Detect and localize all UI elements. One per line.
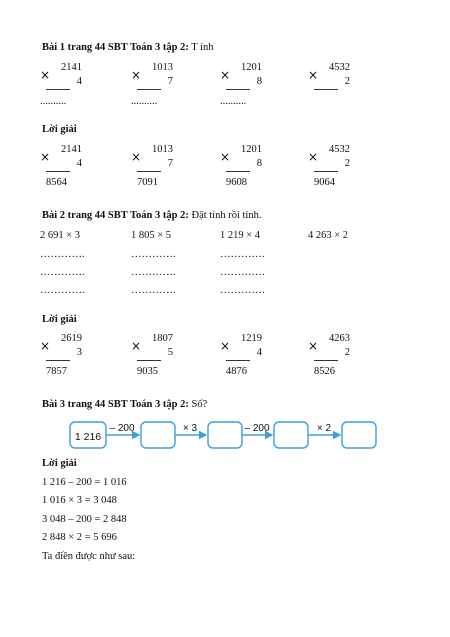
s1-p2-bottom: 7	[167, 158, 173, 169]
chain-box-4[interactable]	[342, 422, 376, 448]
ex1-p3-line	[226, 89, 250, 90]
ex2-expr-3: 1 219 × 4	[220, 230, 261, 241]
s2-p2-result: 9035	[137, 366, 158, 377]
ex1-solution-2	[131, 144, 201, 188]
s2-p1-bottom: 3	[76, 347, 82, 358]
ex2-title-rest: Đặt tính rồi tính.	[188, 210, 262, 221]
s2-p3-result: 4876	[226, 366, 247, 377]
s2-p2-line	[137, 360, 161, 361]
ex1-title-bold: Bài 1 trang 44 SBT Toán 3 tập 2:	[42, 42, 189, 53]
ex2-dots-r3c1: ………….	[40, 285, 85, 296]
multiply-sign: ×	[40, 339, 51, 353]
multiply-sign: ×	[220, 68, 231, 82]
ex2-dots-r2c2: ………….	[131, 267, 176, 278]
s1-p1-bottom: 4	[76, 158, 82, 169]
ex1-p2-bottom: 7	[167, 76, 173, 87]
ex2-dots-r2c3: ………….	[220, 267, 265, 278]
chain-box-3[interactable]	[274, 422, 308, 448]
multiply-sign: ×	[308, 68, 319, 82]
s1-p1-top: 2141	[61, 144, 82, 155]
ex2-title	[42, 210, 261, 221]
s1-p4-line	[314, 171, 338, 172]
ex1-p2-blank: ..........	[131, 96, 158, 107]
s2-p2-bottom: 5	[167, 347, 173, 358]
multiply-sign: ×	[131, 68, 142, 82]
ex1-p4-top: 4532	[329, 62, 350, 73]
ex1-solution-4	[308, 144, 378, 188]
multiply-sign: ×	[131, 150, 142, 164]
ex1-p3-blank: ..........	[220, 96, 247, 107]
s1-p2-line	[137, 171, 161, 172]
ex3-title-bold: Bài 3 trang 44 SBT Toán 3 tập 2:	[42, 399, 189, 410]
chain-op-2: × 3	[182, 423, 198, 434]
ex1-p4-bottom: 2	[344, 76, 350, 87]
s1-p4-bottom: 2	[344, 158, 350, 169]
chain-op-3: – 200	[244, 423, 270, 434]
s1-p1-line	[46, 171, 70, 172]
ex3-title-rest: Số?	[188, 399, 208, 410]
ex1-p3-bottom: 8	[256, 76, 262, 87]
ex3-step-1: 1 216 – 200 = 1 016	[42, 477, 127, 488]
ex1-problem-4	[308, 62, 378, 102]
ex2-dots-r3c3: ………….	[220, 285, 265, 296]
ex3-conclusion: Ta điền được như sau:	[42, 551, 136, 562]
chain-op-1: – 200	[109, 423, 135, 434]
s2-p4-top: 4263	[329, 333, 350, 344]
ex2-solution-label: Lời giải	[42, 314, 77, 325]
ex2-solution-2	[131, 333, 201, 377]
s2-p3-bottom: 4	[256, 347, 262, 358]
ex1-title	[42, 42, 214, 53]
chain-start-value: 1 216	[74, 431, 102, 443]
ex2-dots-r3c2: ………….	[131, 285, 176, 296]
ex1-p1-blank: ..........	[40, 96, 67, 107]
s1-p3-bottom: 8	[256, 158, 262, 169]
s1-p1-result: 8564	[46, 177, 67, 188]
ex2-solution-4	[308, 333, 378, 377]
ex1-p1-line	[46, 89, 70, 90]
ex3-title	[42, 399, 207, 410]
ex1-p3-top: 1201	[241, 62, 262, 73]
s2-p1-line	[46, 360, 70, 361]
ex2-dots-r1c2: ………….	[131, 249, 176, 260]
s1-p2-top: 1013	[152, 144, 173, 155]
chain-box-2[interactable]	[208, 422, 242, 448]
s1-p4-top: 4532	[329, 144, 350, 155]
s1-p3-top: 1201	[241, 144, 262, 155]
ex3-chain-diagram	[0, 418, 450, 458]
ex2-solution-1	[40, 333, 110, 377]
ex3-step-4: 2 848 × 2 = 5 696	[42, 532, 117, 543]
multiply-sign: ×	[131, 339, 142, 353]
multiply-sign: ×	[40, 150, 51, 164]
ex2-title-bold: Bài 2 trang 44 SBT Toán 3 tập 2:	[42, 210, 189, 221]
multiply-sign: ×	[40, 68, 51, 82]
ex3-solution-label: Lời giải	[42, 458, 77, 469]
multiply-sign: ×	[220, 339, 231, 353]
s2-p1-result: 7857	[46, 366, 67, 377]
s2-p4-result: 8526	[314, 366, 335, 377]
ex2-dots-r1c3: ………….	[220, 249, 265, 260]
ex2-expr-1: 2 691 × 3	[40, 230, 81, 241]
s2-p3-top: 1219	[241, 333, 262, 344]
s1-p2-result: 7091	[137, 177, 158, 188]
ex1-solution-label: Lời giải	[42, 124, 77, 135]
s2-p4-line	[314, 360, 338, 361]
ex2-expr-4: 4 263 × 2	[308, 230, 349, 241]
ex1-solution-3	[220, 144, 290, 188]
ex1-p2-line	[137, 89, 161, 90]
chain-op-4: × 2	[316, 423, 332, 434]
multiply-sign: ×	[308, 150, 319, 164]
s2-p3-line	[226, 360, 250, 361]
s1-p3-result: 9608	[226, 177, 247, 188]
ex3-step-3: 3 048 – 200 = 2 848	[42, 514, 127, 525]
s1-p3-line	[226, 171, 250, 172]
ex1-p4-line	[314, 89, 338, 90]
multiply-sign: ×	[308, 339, 319, 353]
s2-p4-bottom: 2	[344, 347, 350, 358]
s2-p1-top: 2619	[61, 333, 82, 344]
s1-p4-result: 9064	[314, 177, 335, 188]
chain-box-1[interactable]	[141, 422, 175, 448]
ex3-step-2: 1 016 × 3 = 3 048	[42, 495, 117, 506]
ex1-solution-1	[40, 144, 110, 188]
ex2-expr-2: 1 805 × 5	[131, 230, 172, 241]
s2-p2-top: 1807	[152, 333, 173, 344]
ex2-dots-r1c1: ………….	[40, 249, 85, 260]
ex1-p1-top: 2141	[61, 62, 82, 73]
ex1-p1-bottom: 4	[76, 76, 82, 87]
ex1-p2-top: 1013	[152, 62, 173, 73]
multiply-sign: ×	[220, 150, 231, 164]
ex2-dots-r2c1: ………….	[40, 267, 85, 278]
ex2-solution-3	[220, 333, 290, 377]
ex1-title-rest: T ính	[188, 42, 214, 53]
